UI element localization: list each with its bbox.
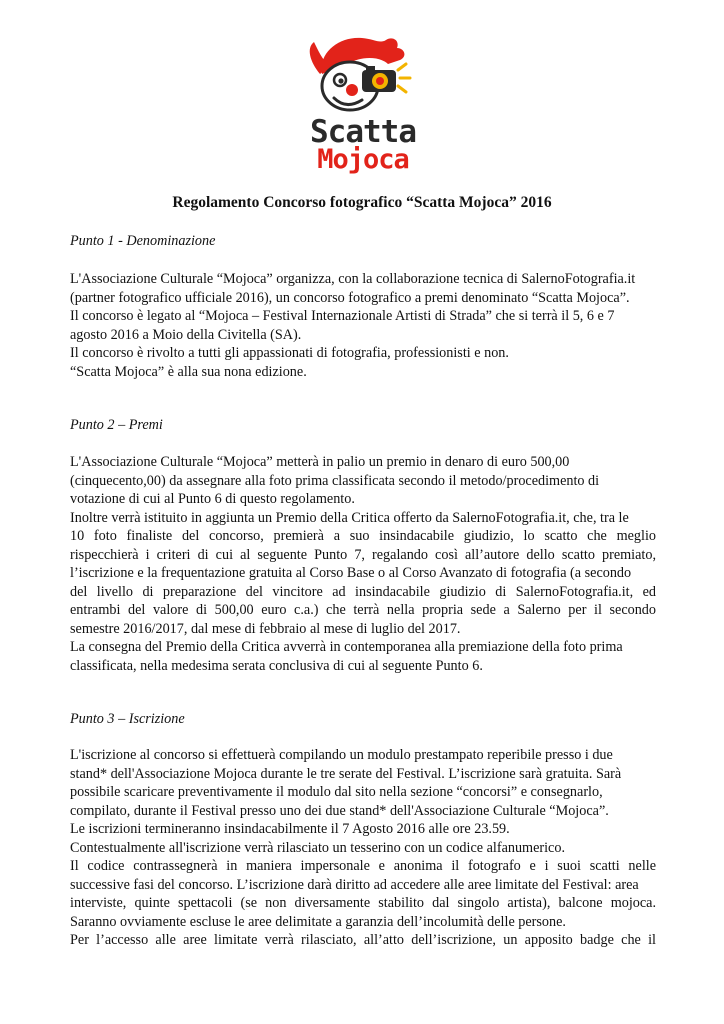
text-line: semestre 2016/2017, dal mese di febbraio al mese di luglio del 2017. [70, 620, 461, 637]
text-line: agosto 2016 a Moio della Civitella (SA). [70, 326, 302, 343]
text-line: (partner fotografico ufficiale 2016), un concorso fotografico a premi denominato “Scatta Mojoca”. [70, 289, 630, 306]
clown-mascot-icon [300, 34, 426, 118]
text-line: entrambi del valore di 500,00 euro c.a.) che terrà nella propria sede a Salerno per il secondo [70, 602, 656, 618]
text-line: Inoltre verrà istituito in aggiunta un Premio della Critica offerto da SalernoFotografia.it, che, tra le [70, 509, 629, 526]
text-line: Per l’accesso alle aree limitate verrà rilasciato, all’atto dell’iscrizione, un apposito badge che il [70, 932, 656, 948]
section-body-1 [70, 270, 656, 381]
text-line: stand* dell'Associazione Mojoca durante le tre serate del Festival. L’iscrizione sarà gratuita. Sarà [70, 765, 622, 782]
text-line: 10 foto finaliste del concorso, premierà a suo insindacabile giudizio, lo scatto che meglio [70, 528, 656, 544]
text-line: L'Associazione Culturale “Mojoca” metterà in palio un premio in denaro di euro 500,00 [70, 454, 570, 470]
section-heading-1: Punto 1 - Denominazione [70, 233, 216, 249]
text-line: possibile scaricare preventivamente il modulo dal sito nella sezione “concorsi” e consegnarlo, [70, 784, 603, 800]
text-line: del livello di preparazione del vincitore ad insindacabile giudizio di SalernoFotografia.it, ed [70, 583, 656, 600]
section-heading-2: Punto 2 – Premi [70, 417, 163, 433]
text-line: rispecchierà i criteri di cui al seguente Punto 7, regalando così all’autore dello scatto premiato, [70, 546, 656, 563]
logo-word-scatta: Scatta [310, 114, 416, 150]
section-body-3 [70, 746, 656, 950]
text-line: successive fasi del concorso. L’iscrizione darà diritto ad accedere alle aree limitate del Festival: area [70, 876, 639, 893]
text-line: interviste, quinte spettacoli (se non diversamente stabilito dal singolo artista), balcone mojoca. [70, 895, 656, 911]
text-line: La consegna del Premio della Critica avverrà in contemporanea alla premiazione della foto prima [70, 639, 623, 655]
text-line: Il codice contrassegnerà in maniera impersonale e anonima il fotografo e i suoi scatti nelle [70, 858, 656, 874]
text-line: Contestualmente all'iscrizione verrà rilasciato un tesserino con un codice alfanumerico. [70, 839, 565, 856]
text-line: compilato, durante il Festival presso uno dei due stand* dell'Associazione Culturale “Mojoca”. [70, 802, 609, 819]
text-line: classificata, nella medesima serata conclusiva di cui al seguente Punto 6. [70, 657, 483, 674]
text-line: Saranno ovviamente escluse le aree delimitate a garanzia dell’incolumità delle persone. [70, 913, 566, 930]
logo-word-mojoca: Mojoca [317, 144, 409, 175]
text-line: L'iscrizione al concorso si effettuerà compilando un modulo prestampato reperibile presso i due [70, 747, 613, 763]
text-line: Il concorso è rivolto a tutti gli appassionati di fotografia, professionisti e non. [70, 345, 509, 361]
text-line: L'Associazione Culturale “Mojoca” organizza, con la collaborazione tecnica di SalernoFotografia.it [70, 271, 636, 287]
text-line: Il concorso è legato al “Mojoca – Festival Internazionale Artisti di Strada” che si terrà il 5, 6 e 7 [70, 308, 615, 324]
text-line: (cinquecento,00) da assegnare alla foto prima classificata secondo il metodo/procedimento di [70, 472, 600, 489]
scatta-mojoca-logo [300, 34, 426, 184]
text-line: votazione di cui al Punto 6 di questo regolamento. [70, 491, 355, 507]
text-line: “Scatta Mojoca” è alla sua nona edizione. [70, 363, 307, 380]
text-line: Le iscrizioni termineranno insindacabilmente il 7 Agosto 2016 alle ore 23.59. [70, 821, 510, 837]
section-heading-3: Punto 3 – Iscrizione [70, 711, 185, 727]
text-line: l’iscrizione e la frequentazione gratuita al Corso Base o al Corso Avanzato di fotografia (a secondo [70, 565, 632, 581]
document-title: Regolamento Concorso fotografico “Scatta Mojoca” 2016 [172, 194, 552, 211]
section-body-2 [70, 453, 656, 675]
